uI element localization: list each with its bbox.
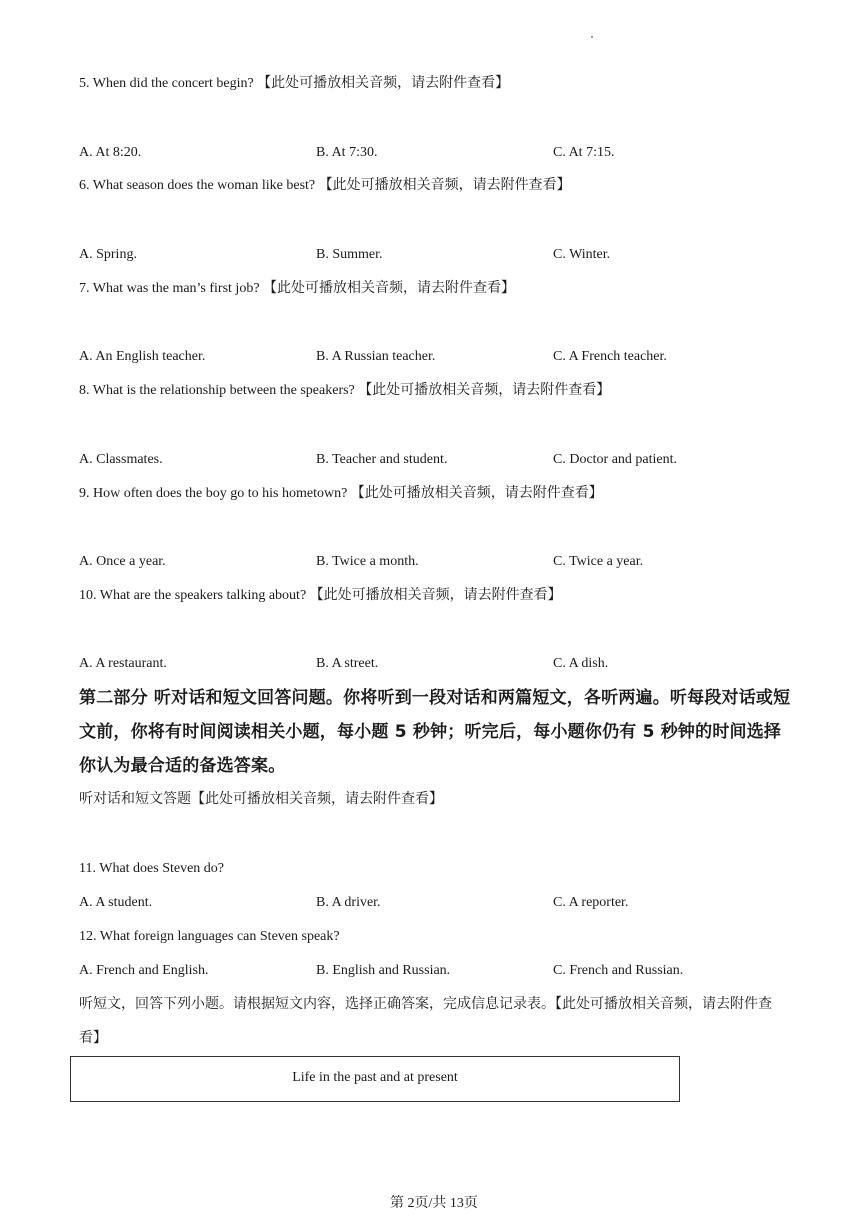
section-2-heading: 第二部分 听对话和短文回答问题。你将听到一段对话和两篇短文，各听两遍。听每段对话或短文前，你将有时间阅读相关小题，每小题 5 秒钟；听完后，每小题你仍有 5 秒钟的时间选择你认为最合适的备选答案。 <box>79 688 791 776</box>
question-9-option-b: B. Twice a month. <box>316 554 419 569</box>
scan-dot <box>591 36 593 38</box>
question-6-option-b: B. Summer. <box>316 247 383 262</box>
question-12-option-b: B. English and Russian. <box>316 963 451 978</box>
question-12-option-c: C. French and Russian. <box>553 963 684 978</box>
question-7-option-b: B. A Russian teacher. <box>316 349 436 364</box>
question-10-option-b: B. A street. <box>316 656 379 671</box>
question-11-option-b: B. A driver. <box>316 895 381 910</box>
question-5-option-a: A. At 8:20. <box>79 145 142 160</box>
question-7-option-c: C. A French teacher. <box>553 349 667 364</box>
question-8-option-a: A. Classmates. <box>79 452 163 467</box>
question-10-option-a: A. A restaurant. <box>79 656 167 671</box>
question-7-option-a: A. An English teacher. <box>79 349 206 364</box>
question-7-stem: 7. What was the man’s first job? 【此处可播放相关音频，请去附件查看】 <box>79 281 516 296</box>
question-10-option-c: C. A dish. <box>553 656 609 671</box>
question-10-stem: 10. What are the speakers talking about? 【此处可播放相关音频，请去附件查看】 <box>79 588 562 603</box>
table-title: Life in the past and at present <box>292 1070 458 1085</box>
question-6-stem: 6. What season does the woman like best? 【此处可播放相关音频，请去附件查看】 <box>79 178 571 193</box>
question-6-option-a: A. Spring. <box>79 247 137 262</box>
question-6-option-c: C. Winter. <box>553 247 611 262</box>
question-5-stem: 5. When did the concert begin? 【此处可播放相关音频，请去附件查看】 <box>79 76 510 91</box>
question-9-option-a: A. Once a year. <box>79 554 166 569</box>
dialogue-intro: 听对话和短文答题【此处可播放相关音频，请去附件查看】 <box>79 792 443 807</box>
question-9-option-c: C. Twice a year. <box>553 554 644 569</box>
passage-intro: 听短文，回答下列小题。请根据短文内容，选择正确答案，完成信息记录表。【此处可播放相关音频，请去附件查看】 <box>79 997 772 1046</box>
info-record-table <box>70 1056 680 1102</box>
question-11-option-c: C. A reporter. <box>553 895 629 910</box>
question-5-option-b: B. At 7:30. <box>316 145 378 160</box>
question-8-option-b: B. Teacher and student. <box>316 452 448 467</box>
question-9-stem: 9. How often does the boy go to his hometown? 【此处可播放相关音频，请去附件查看】 <box>79 486 603 501</box>
question-11-stem: 11. What does Steven do? <box>79 861 225 876</box>
page-footer: 第 2页/共 13页 <box>390 1196 478 1211</box>
question-11-option-a: A. A student. <box>79 895 153 910</box>
question-12-option-a: A. French and English. <box>79 963 209 978</box>
question-8-stem: 8. What is the relationship between the speakers? 【此处可播放相关音频，请去附件查看】 <box>79 383 611 398</box>
question-8-option-c: C. Doctor and patient. <box>553 452 678 467</box>
question-12-stem: 12. What foreign languages can Steven speak? <box>79 929 340 944</box>
question-5-option-c: C. At 7:15. <box>553 145 615 160</box>
